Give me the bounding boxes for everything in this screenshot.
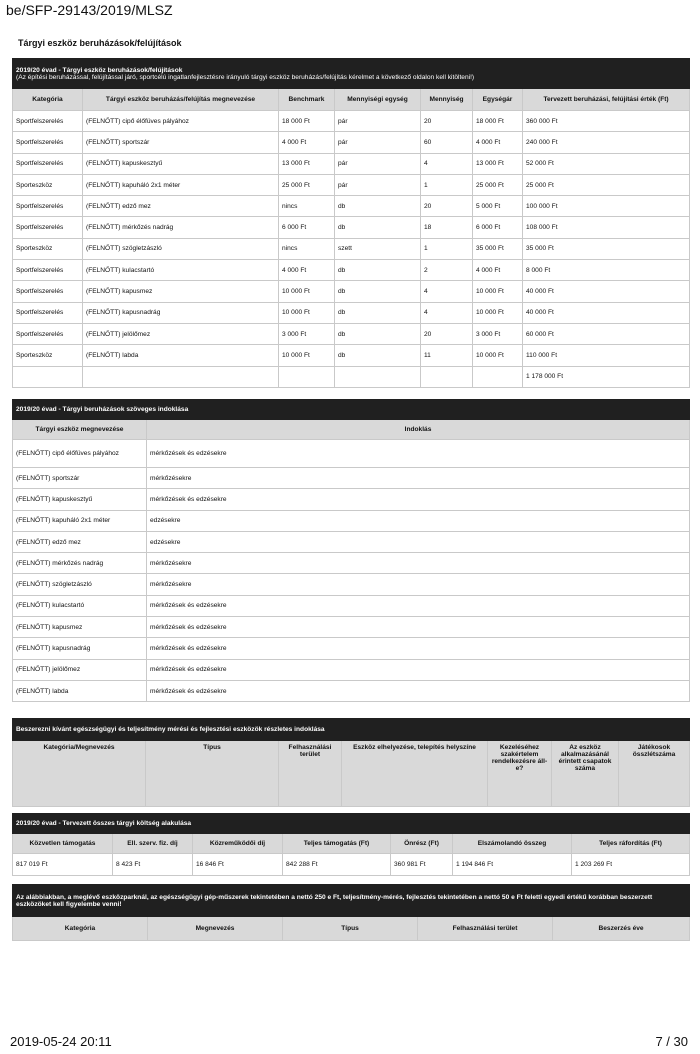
table-header-subtitle: (Az építési beruházással, felújítással járó, sportcélú ingatlanfejlesztésre irányuló tárgyi eszköz beruházás/felújítás kérelmet a következő oldalon kell kitölteni!) <box>16 73 475 81</box>
column-header: Ell. szerv. fiz. díj <box>113 834 193 854</box>
column-header: Indoklás <box>147 420 690 440</box>
table-cell: Sportfelszerelés <box>13 132 83 153</box>
cost-value: 8 423 Ft <box>113 854 193 876</box>
column-header: Tárgyi eszköz megnevezése <box>13 420 147 440</box>
table-row <box>13 659 690 680</box>
table-cell: mérkőzések és edzésekre <box>147 659 690 680</box>
footer-page-number: 7 / 30 <box>655 1034 688 1049</box>
table-cell: (FELNŐTT) edző mez <box>13 531 147 552</box>
column-header: Kategória/Megnevezés <box>13 741 146 807</box>
table-cell: mérkőzések és edzésekre <box>147 595 690 616</box>
table-cell: 18 000 Ft <box>279 111 335 132</box>
table-cell: 60 000 Ft <box>523 323 690 344</box>
table-cell: 10 000 Ft <box>473 345 523 366</box>
table-cell: (FELNŐTT) kulacstartó <box>13 595 147 616</box>
table-cell: pár <box>335 174 421 195</box>
table-cell: mérkőzések és edzésekre <box>147 638 690 659</box>
table-cell: szett <box>335 238 421 259</box>
column-header: Beszerzés éve <box>553 917 690 941</box>
table-cell: 100 000 Ft <box>523 196 690 217</box>
justification-table <box>12 399 690 702</box>
table-cell: 4 000 Ft <box>279 260 335 281</box>
column-header: Megnevezés <box>148 917 283 941</box>
table-row <box>13 574 690 595</box>
table-row <box>13 281 690 302</box>
cost-value: 1 194 846 Ft <box>453 854 572 876</box>
table-cell: 6 000 Ft <box>473 217 523 238</box>
table-row <box>13 680 690 701</box>
table-row <box>13 238 690 259</box>
table-cell: db <box>335 281 421 302</box>
table-cell: 1 <box>421 238 473 259</box>
table-cell: mérkőzésekre <box>147 574 690 595</box>
table-row <box>13 638 690 659</box>
table-cell: Sportfelszerelés <box>13 260 83 281</box>
table-cell: (FELNŐTT) mérkőzés nadrág <box>13 553 147 574</box>
table-header-title: Beszerezni kívánt egészségügyi és teljesítmény mérési és fejlesztési eszközök részletes indoklása <box>16 726 325 733</box>
table-row <box>13 217 690 238</box>
table-cell: 40 000 Ft <box>523 302 690 323</box>
table-header <box>13 719 690 741</box>
total-row <box>13 366 690 387</box>
table-cell: 13 000 Ft <box>279 153 335 174</box>
column-header: Tervezett beruházási, felújítási érték (Ft) <box>523 89 690 111</box>
table-row <box>13 617 690 638</box>
table-cell: 10 000 Ft <box>279 281 335 302</box>
table-cell: 13 000 Ft <box>473 153 523 174</box>
table-cell: (FELNŐTT) szögletzászló <box>83 238 279 259</box>
column-header: Benchmark <box>279 89 335 111</box>
column-header: Felhasználási terület <box>418 917 553 941</box>
table-cell: mérkőzések és edzésekre <box>147 489 690 510</box>
table-cell: (FELNŐTT) kulacstartó <box>83 260 279 281</box>
table-cell: 6 000 Ft <box>279 217 335 238</box>
table-cell: (FELNŐTT) kapusmez <box>83 281 279 302</box>
table-row <box>13 531 690 552</box>
investment-table <box>12 58 690 388</box>
table-row <box>13 111 690 132</box>
table-row <box>13 553 690 574</box>
table-cell: 20 <box>421 111 473 132</box>
table-cell: 10 000 Ft <box>279 302 335 323</box>
empty-cell <box>421 366 473 387</box>
column-header: Önrész (Ft) <box>391 834 453 854</box>
table-cell: pár <box>335 132 421 153</box>
table-header-title: 2019/20 évad - Tárgyi eszköz beruházások/felújítások <box>16 66 183 74</box>
table-cell: 4 <box>421 281 473 302</box>
table-cell: 18 000 Ft <box>473 111 523 132</box>
table-cell: 4 000 Ft <box>279 132 335 153</box>
table-cell: (FELNŐTT) labda <box>83 345 279 366</box>
table-cell: db <box>335 260 421 281</box>
table-cell: Sportfelszerelés <box>13 196 83 217</box>
table-cell: mérkőzések és edzésekre <box>147 440 690 468</box>
table-cell: db <box>335 323 421 344</box>
table-cell: 60 <box>421 132 473 153</box>
column-header: Játékosok összlétszáma <box>619 741 690 807</box>
table-row <box>13 196 690 217</box>
column-header: Teljes támogatás (Ft) <box>283 834 391 854</box>
table-row <box>13 489 690 510</box>
table-cell: 5 000 Ft <box>473 196 523 217</box>
column-header: Kezeléséhez szakértelem rendelkezésre áll-e? <box>488 741 552 807</box>
cost-value: 842 288 Ft <box>283 854 391 876</box>
table-cell: nincs <box>279 238 335 259</box>
table-cell: 25 000 Ft <box>279 174 335 195</box>
column-header: Elszámolandó összeg <box>453 834 572 854</box>
table-cell: 10 000 Ft <box>279 345 335 366</box>
table-cell: (FELNŐTT) kapuskesztyű <box>83 153 279 174</box>
table-cell: Sporteszköz <box>13 174 83 195</box>
table-header-title: 2019/20 évad - Tervezett összes tárgyi költség alakulása <box>16 820 192 827</box>
table-cell: (FELNŐTT) cipő élőfüves pályához <box>13 440 147 468</box>
table-row <box>13 323 690 344</box>
table-cell: Sportfelszerelés <box>13 323 83 344</box>
column-header: Mennyiség <box>421 89 473 111</box>
cost-value: 1 203 269 Ft <box>572 854 690 876</box>
table-cell: db <box>335 217 421 238</box>
table-cell: pár <box>335 111 421 132</box>
existing-equipment-table <box>12 884 690 941</box>
empty-cell <box>279 366 335 387</box>
table-cell: 108 000 Ft <box>523 217 690 238</box>
column-header: Mennyiségi egység <box>335 89 421 111</box>
table-cell: (FELNŐTT) kapuháló 2x1 méter <box>13 510 147 531</box>
table-cell: 3 000 Ft <box>473 323 523 344</box>
table-cell: 360 000 Ft <box>523 111 690 132</box>
table-cell: 10 000 Ft <box>473 302 523 323</box>
column-header: Felhasználási terület <box>279 741 342 807</box>
column-header: Eszköz elhelyezése, telepítés helyszíne <box>342 741 488 807</box>
table-cell: 4 <box>421 153 473 174</box>
table-cell: 40 000 Ft <box>523 281 690 302</box>
table-cell: edzésekre <box>147 510 690 531</box>
table-header-title: Az alábbiakban, a meglévő eszközparknál, az egészségügyi gép-műszerek tekintetében a nettó 250 e Ft, teljesítmény-mérés, fejlesztés tekintetében a nettó 50 e Ft feletti egyedi értékű korábban beszerzett eszközöket kell figyelembe venni! <box>16 893 653 908</box>
table-cell: 25 000 Ft <box>523 174 690 195</box>
table-cell: db <box>335 345 421 366</box>
table-cell: 4 000 Ft <box>473 260 523 281</box>
table-cell: 10 000 Ft <box>473 281 523 302</box>
footer-date: 2019-05-24 20:11 <box>10 1034 112 1049</box>
table-cell: Sportfelszerelés <box>13 111 83 132</box>
table-row <box>13 302 690 323</box>
table-row <box>13 174 690 195</box>
table-cell: 18 <box>421 217 473 238</box>
table-cell: (FELNŐTT) mérkőzés nadrág <box>83 217 279 238</box>
total-value: 1 178 000 Ft <box>523 366 690 387</box>
table-cell: 11 <box>421 345 473 366</box>
table-cell: mérkőzések és edzésekre <box>147 680 690 701</box>
table-cell: edzésekre <box>147 531 690 552</box>
cost-value: 817 019 Ft <box>13 854 113 876</box>
table-header-title: 2019/20 évad - Tárgyi beruházások szöveges indoklása <box>16 406 189 413</box>
table-cell: mérkőzésekre <box>147 553 690 574</box>
table-cell: Sportfelszerelés <box>13 153 83 174</box>
table-cell: (FELNŐTT) jelölőmez <box>13 659 147 680</box>
table-cell: (FELNŐTT) labda <box>13 680 147 701</box>
table-cell: (FELNŐTT) jelölőmez <box>83 323 279 344</box>
table-cell: 4 <box>421 302 473 323</box>
table-header <box>13 885 690 917</box>
column-header: Kategória <box>13 89 83 111</box>
table-cell: (FELNŐTT) szögletzászló <box>13 574 147 595</box>
section-title: Tárgyi eszköz beruházások/felújítások <box>18 38 182 48</box>
table-row <box>13 440 690 468</box>
table-cell: nincs <box>279 196 335 217</box>
document-reference: be/SFP-29143/2019/MLSZ <box>6 2 173 18</box>
table-row <box>13 153 690 174</box>
table-row <box>13 510 690 531</box>
table-cell: (FELNŐTT) edző mez <box>83 196 279 217</box>
table-cell: pár <box>335 153 421 174</box>
table-cell: (FELNŐTT) kapusnadrág <box>13 638 147 659</box>
table-row <box>13 132 690 153</box>
table-cell: Sporteszköz <box>13 238 83 259</box>
empty-cell <box>335 366 421 387</box>
table-cell: 20 <box>421 323 473 344</box>
table-cell: db <box>335 196 421 217</box>
column-header: Az eszköz alkalmazásánál érintett csapatok száma <box>552 741 619 807</box>
table-cell: mérkőzésekre <box>147 468 690 489</box>
table-header <box>13 59 690 89</box>
table-cell: db <box>335 302 421 323</box>
column-header: Tárgyi eszköz beruházás/felújítás megnevezése <box>83 89 279 111</box>
column-header: Közvetlen támogatás <box>13 834 113 854</box>
empty-cell <box>473 366 523 387</box>
table-cell: Sporteszköz <box>13 345 83 366</box>
empty-cell <box>83 366 279 387</box>
table-row <box>13 595 690 616</box>
column-header: Kategória <box>13 917 148 941</box>
column-header: Teljes ráfordítás (Ft) <box>572 834 690 854</box>
cost-value: 16 846 Ft <box>193 854 283 876</box>
table-cell: (FELNŐTT) kapuháló 2x1 méter <box>83 174 279 195</box>
table-cell: mérkőzések és edzésekre <box>147 617 690 638</box>
table-cell: 2 <box>421 260 473 281</box>
table-cell: 8 000 Ft <box>523 260 690 281</box>
table-header <box>13 814 690 834</box>
table-header <box>13 400 690 420</box>
table-row <box>13 345 690 366</box>
table-cell: 20 <box>421 196 473 217</box>
table-cell: (FELNŐTT) sportszár <box>83 132 279 153</box>
table-cell: 3 000 Ft <box>279 323 335 344</box>
table-cell: 35 000 Ft <box>473 238 523 259</box>
table-cell: (FELNŐTT) sportszár <box>13 468 147 489</box>
table-cell: Sportfelszerelés <box>13 302 83 323</box>
table-cell: 110 000 Ft <box>523 345 690 366</box>
column-header: Típus <box>146 741 279 807</box>
column-header: Egységár <box>473 89 523 111</box>
table-cell: 35 000 Ft <box>523 238 690 259</box>
column-header: Típus <box>283 917 418 941</box>
table-cell: (FELNŐTT) kapuskesztyű <box>13 489 147 510</box>
cost-summary-table <box>12 813 690 876</box>
table-cell: 240 000 Ft <box>523 132 690 153</box>
health-equipment-table <box>12 718 690 807</box>
table-cell: 4 000 Ft <box>473 132 523 153</box>
table-cell: (FELNŐTT) kapusnadrág <box>83 302 279 323</box>
table-cell: 52 000 Ft <box>523 153 690 174</box>
table-row <box>13 468 690 489</box>
table-cell: Sportfelszerelés <box>13 281 83 302</box>
column-header: Közreműködői díj <box>193 834 283 854</box>
empty-cell <box>13 366 83 387</box>
table-cell: 1 <box>421 174 473 195</box>
table-cell: 25 000 Ft <box>473 174 523 195</box>
table-row <box>13 260 690 281</box>
table-cell: (FELNŐTT) kapusmez <box>13 617 147 638</box>
table-cell: (FELNŐTT) cipő élőfüves pályához <box>83 111 279 132</box>
table-cell: Sportfelszerelés <box>13 217 83 238</box>
cost-value: 360 981 Ft <box>391 854 453 876</box>
